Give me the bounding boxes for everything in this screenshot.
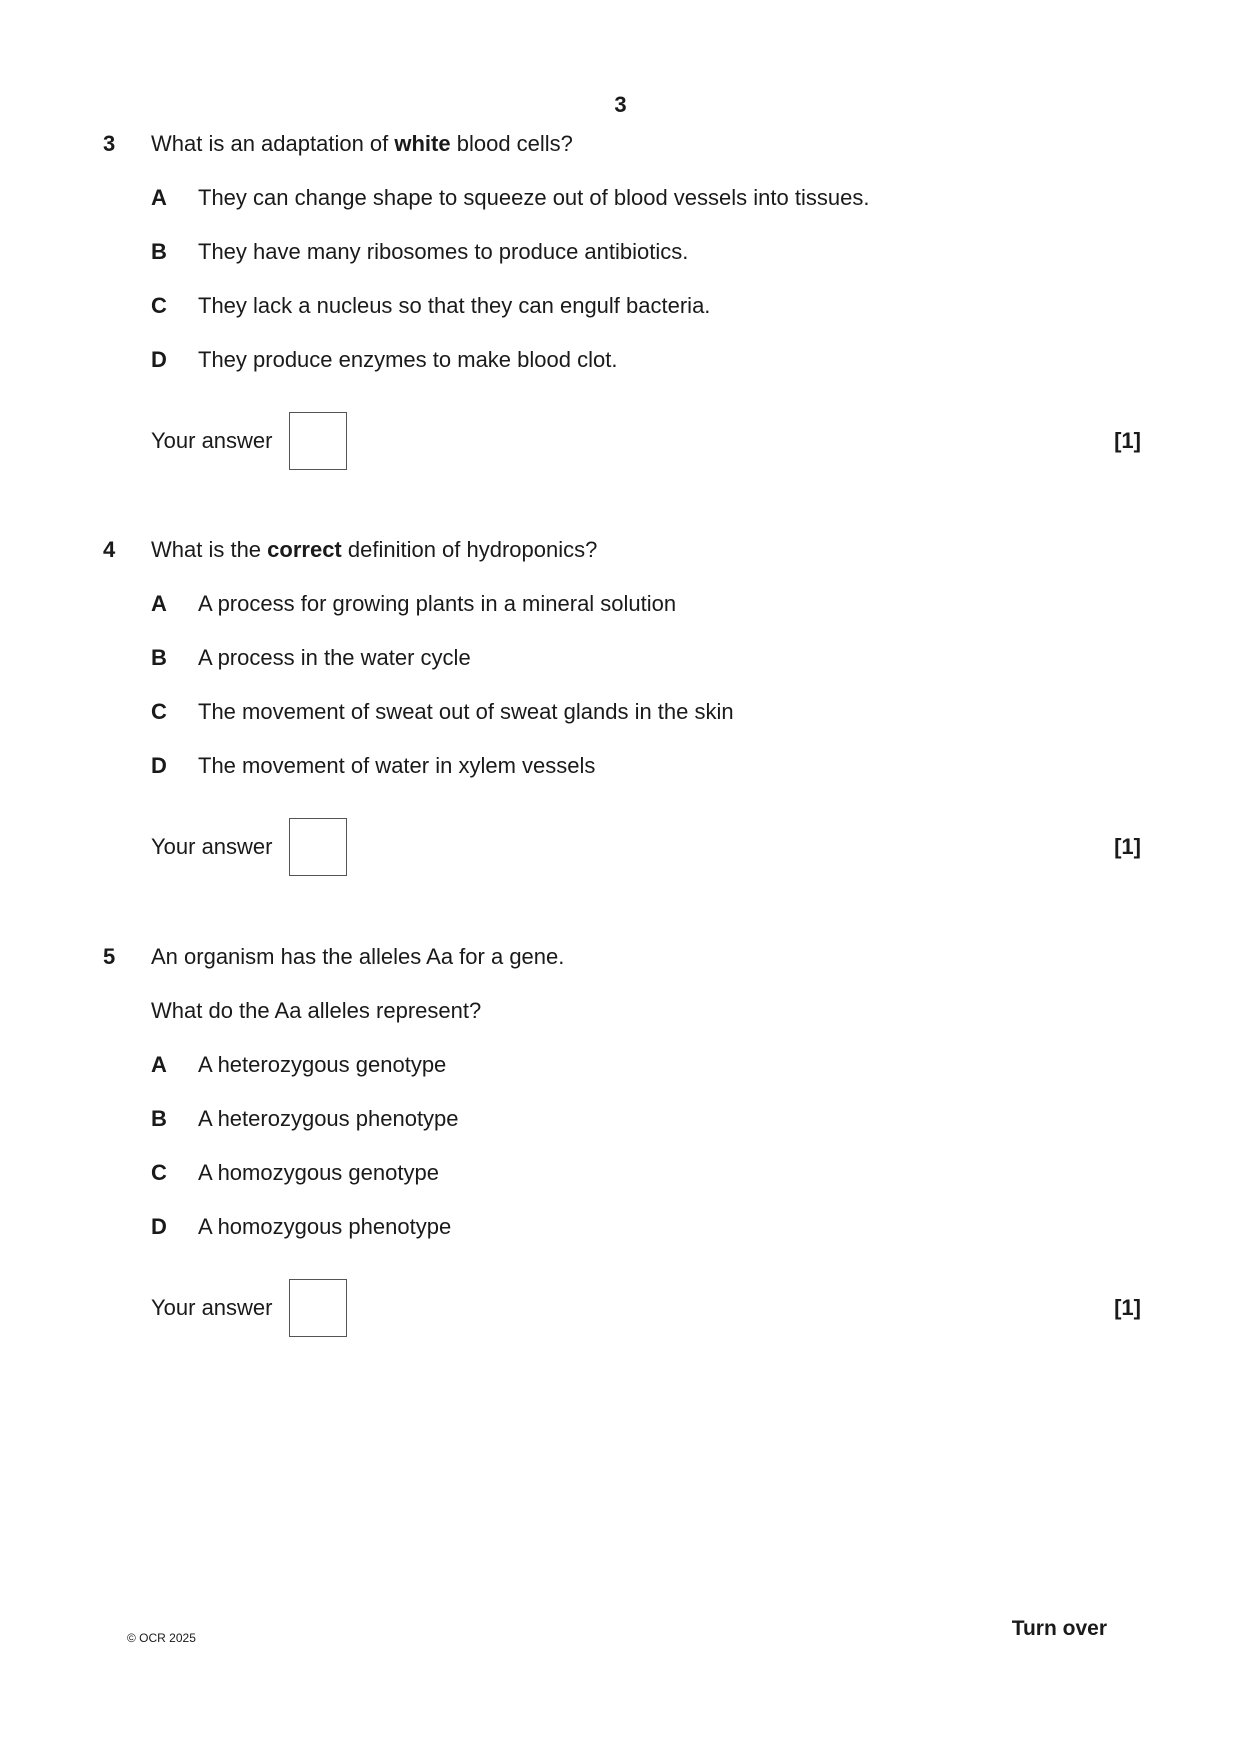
option-a bbox=[151, 1052, 446, 1078]
option-a bbox=[151, 591, 676, 617]
option-letter: B bbox=[151, 1106, 167, 1131]
option-c bbox=[151, 293, 710, 319]
option-text: They have many ribosomes to produce antibiotics. bbox=[198, 239, 689, 264]
option-d bbox=[151, 753, 595, 779]
answer-row bbox=[151, 412, 1141, 472]
option-text: They lack a nucleus so that they can engulf bacteria. bbox=[198, 293, 711, 318]
option-text: They can change shape to squeeze out of blood vessels into tissues. bbox=[198, 185, 870, 210]
option-letter: B bbox=[151, 645, 167, 670]
option-text: The movement of sweat out of sweat glands in the skin bbox=[198, 699, 734, 724]
emphasis-text: correct bbox=[267, 537, 342, 562]
option-d bbox=[151, 1214, 451, 1240]
turn-over-label: Turn over bbox=[1011, 1617, 1107, 1640]
option-letter: D bbox=[151, 347, 167, 372]
answer-label: Your answer bbox=[151, 428, 273, 453]
option-text: A process in the water cycle bbox=[198, 645, 471, 670]
question-stem: What is an adaptation of white blood cells? bbox=[151, 131, 573, 156]
marks-label: [1] bbox=[1114, 1295, 1141, 1320]
answer-row bbox=[151, 1279, 1141, 1339]
option-letter: D bbox=[151, 1214, 167, 1239]
marks-label: [1] bbox=[1114, 428, 1141, 453]
option-text: A heterozygous genotype bbox=[198, 1052, 447, 1077]
option-letter: C bbox=[151, 293, 167, 318]
option-letter: A bbox=[151, 185, 167, 210]
answer-box[interactable] bbox=[289, 412, 347, 470]
question-stem: What is the correct definition of hydroponics? bbox=[151, 537, 598, 562]
option-text: A heterozygous phenotype bbox=[198, 1106, 459, 1131]
option-letter: C bbox=[151, 1160, 167, 1185]
copyright-notice: © OCR 2025 bbox=[127, 1631, 196, 1645]
option-letter: A bbox=[151, 1052, 167, 1077]
question-number: 3 bbox=[103, 131, 116, 156]
option-letter: A bbox=[151, 591, 167, 616]
page-number: 3 bbox=[614, 92, 627, 117]
option-text: A homozygous genotype bbox=[198, 1160, 439, 1185]
option-d bbox=[151, 347, 617, 373]
answer-label: Your answer bbox=[151, 834, 273, 859]
answer-label: Your answer bbox=[151, 1295, 273, 1320]
answer-row bbox=[151, 818, 1141, 878]
option-c bbox=[151, 699, 734, 725]
option-b bbox=[151, 1106, 459, 1132]
option-text: A process for growing plants in a mineral solution bbox=[198, 591, 677, 616]
option-text: A homozygous phenotype bbox=[198, 1214, 452, 1239]
option-letter: C bbox=[151, 699, 167, 724]
question-number: 4 bbox=[103, 537, 116, 562]
option-b bbox=[151, 239, 688, 265]
option-a bbox=[151, 185, 869, 211]
answer-box[interactable] bbox=[289, 1279, 347, 1337]
question-stem: An organism has the alleles Aa for a gene. bbox=[151, 944, 565, 969]
marks-label: [1] bbox=[1114, 834, 1141, 859]
question-stem-line-2: What do the Aa alleles represent? bbox=[151, 998, 482, 1023]
option-text: The movement of water in xylem vessels bbox=[198, 753, 596, 778]
option-letter: B bbox=[151, 239, 167, 264]
option-text: They produce enzymes to make blood clot. bbox=[198, 347, 618, 372]
option-c bbox=[151, 1160, 439, 1186]
question-number: 5 bbox=[103, 944, 116, 969]
answer-box[interactable] bbox=[289, 818, 347, 876]
option-b bbox=[151, 645, 471, 671]
emphasis-text: white bbox=[394, 131, 451, 156]
option-letter: D bbox=[151, 753, 167, 778]
